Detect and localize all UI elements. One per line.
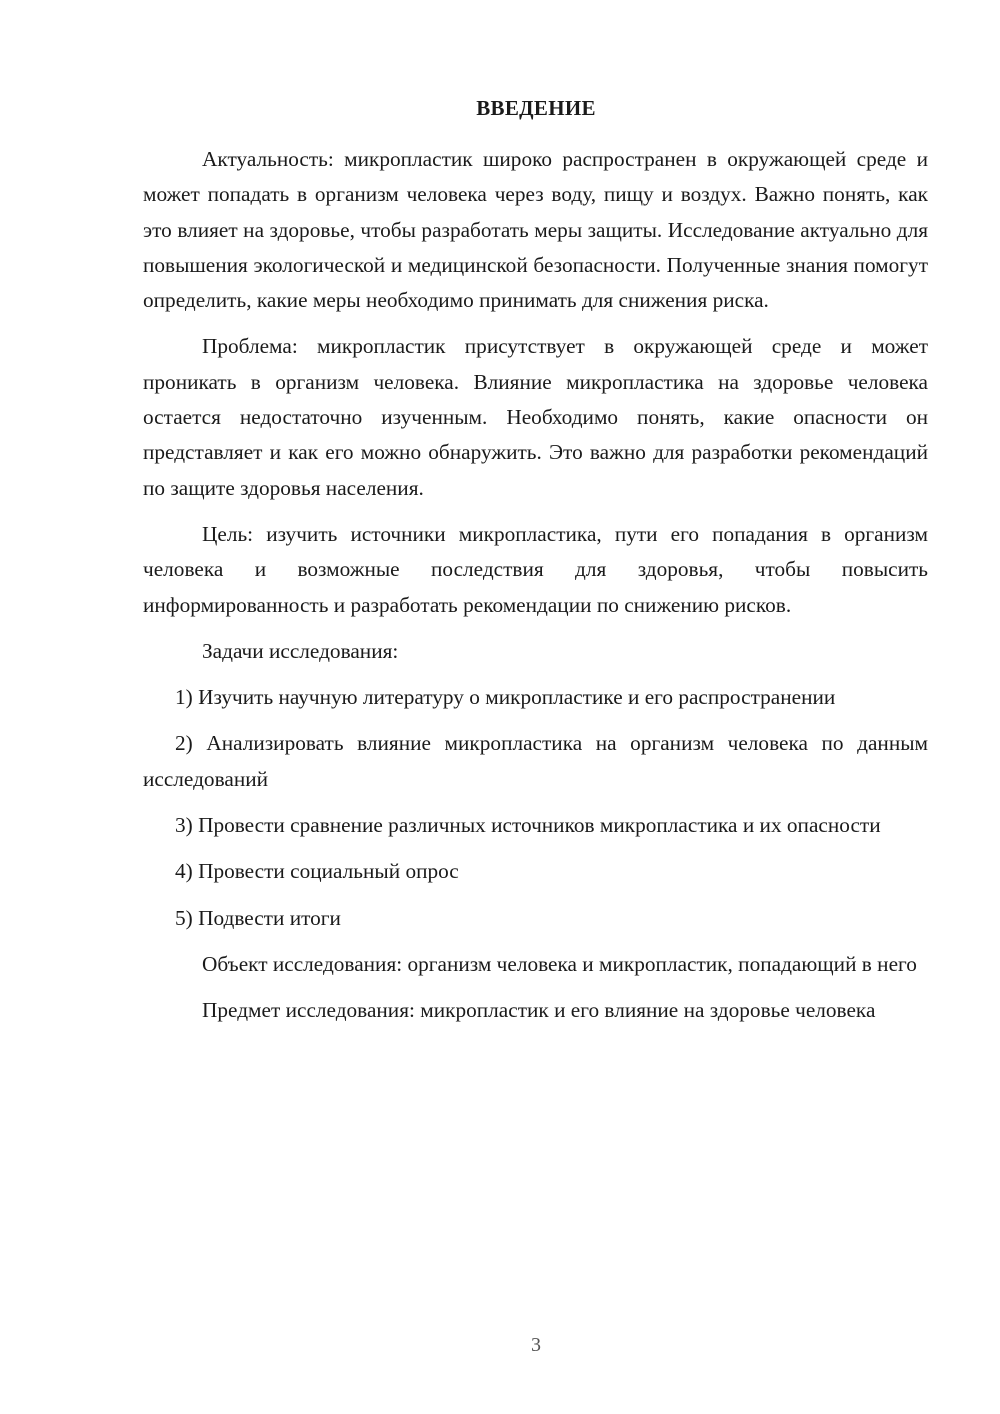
task-item-5: 5) Подвести итоги — [175, 905, 341, 930]
page-number: 3 — [531, 1334, 541, 1356]
task-item-2: 2) Анализировать влияние микропластика на организм человека по данным исследований — [143, 731, 928, 791]
paragraph-problem: Проблема: микропластик присутствует в окружающей среде и может проникать в организм человека. Влияние микропластика на здоровье человека остается недостаточно изученным. Необходимо понять, какие опасности он представляет и как его можно обнаружить. Это важно для разработки рекомендаций по защите здоровья населения. — [143, 334, 928, 500]
paragraph-object: Объект исследования: организм человека и микропластик, попадающий в него — [202, 951, 917, 976]
page-title: ВВЕДЕНИЕ — [476, 96, 596, 120]
task-item-4: 4) Провести социальный опрос — [175, 859, 459, 884]
task-item-1: 1) Изучить научную литературу о микропластике и его распространении — [175, 685, 836, 710]
task-item-3: 3) Провести сравнение различных источников микропластика и их опасности — [175, 813, 881, 838]
paragraph-subject: Предмет исследования: микропластик и его влияние на здоровье человека — [202, 998, 876, 1023]
paragraph-relevance: Актуальность: микропластик широко распространен в окружающей среде и может попадать в организм человека через воду, пищу и воздух. Важно понять, как это влияет на здоровье, чтобы разработать меры защиты. Исследование актуально для повышения экологической и медицинской безопасности. Полученные знания помогут определить, какие меры необходимо принимать для снижения риска. — [143, 147, 928, 313]
paragraph-goal: Цель: изучить источники микропластика, пути его попадания в организм человека и возможные последствия для здоровья, чтобы повысить информированность и разработать рекомендации по снижению рисков. — [143, 521, 928, 617]
document-body — [143, 142, 928, 1040]
tasks-heading: Задачи исследования: — [202, 638, 399, 663]
